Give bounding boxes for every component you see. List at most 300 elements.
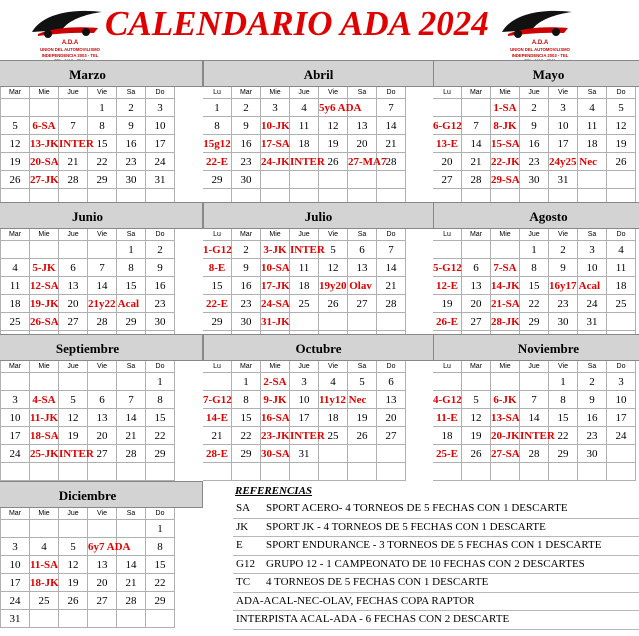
day-cell xyxy=(520,463,549,481)
day-header: Jue xyxy=(59,229,88,241)
month-name: Septiembre xyxy=(0,334,203,361)
day-cell: 28 xyxy=(377,153,406,171)
day-cell xyxy=(59,241,88,259)
day-cell: 5 xyxy=(348,373,377,391)
day-header: Sa xyxy=(578,229,607,241)
day-cell xyxy=(348,277,377,295)
event-cell: 22-E xyxy=(203,153,232,171)
event-cell: 6-G12 xyxy=(433,117,462,135)
event-cell: 29-SA xyxy=(491,171,520,189)
day-cell xyxy=(491,463,520,481)
day-cell: 4 xyxy=(290,99,319,117)
day-cell: 5 xyxy=(319,241,348,259)
reference-row xyxy=(233,556,639,575)
month-name: Julio xyxy=(203,202,434,229)
day-cell: 2 xyxy=(146,241,175,259)
day-header: Vie xyxy=(549,229,578,241)
day-cell: 18 xyxy=(578,135,607,153)
day-cell: 1 xyxy=(146,520,175,538)
day-cell xyxy=(462,99,491,117)
day-cell xyxy=(578,153,607,171)
day-header: Jue xyxy=(59,87,88,99)
day-cell: 28 xyxy=(117,592,146,610)
day-cell: 29 xyxy=(203,313,232,331)
day-cell: 3 xyxy=(578,241,607,259)
day-cell: 13 xyxy=(377,391,406,409)
day-cell: 1 xyxy=(203,99,232,117)
day-cell: 22 xyxy=(549,427,578,445)
day-header: Jue xyxy=(290,87,319,99)
day-cell: 21 xyxy=(117,427,146,445)
day-cell xyxy=(549,463,578,481)
day-header: Jue xyxy=(59,508,88,520)
day-header: Jue xyxy=(290,229,319,241)
day-cell: 3 xyxy=(146,99,175,117)
day-cell: 14 xyxy=(117,409,146,427)
logo-line2: INDEPENDENCIA 2003 - TEL xyxy=(511,53,569,58)
day-cell: 13 xyxy=(462,277,491,295)
event-cell: 8-E xyxy=(203,259,232,277)
day-cell: 12 xyxy=(462,409,491,427)
month-name: Junio xyxy=(0,202,203,229)
event-cell: 15-SA xyxy=(491,135,520,153)
day-cell: 14 xyxy=(520,409,549,427)
reference-description: INTERPISTA ACAL-ADA - 6 FECHAS CON 2 DESCARTE xyxy=(236,613,510,625)
day-cell: 6 xyxy=(59,259,88,277)
event-cell: 16-SA xyxy=(261,409,290,427)
day-cell xyxy=(117,463,146,481)
day-cell: 9 xyxy=(117,117,146,135)
event-cell: 21-SA xyxy=(491,295,520,313)
event-cell: 13-SA xyxy=(491,409,520,427)
day-cell: 6 xyxy=(377,373,406,391)
day-cell xyxy=(607,313,636,331)
event-cell: 25-E xyxy=(433,445,462,463)
day-header: Mar xyxy=(1,508,30,520)
day-header: Mie xyxy=(30,87,59,99)
day-cell: 22 xyxy=(146,427,175,445)
event-cell: 11-JK xyxy=(30,409,59,427)
day-cell: 26 xyxy=(462,445,491,463)
day-cell: 13 xyxy=(348,117,377,135)
event-cell: 26-SA xyxy=(30,313,59,331)
day-header: Jue xyxy=(520,361,549,373)
day-cell xyxy=(88,241,117,259)
day-cell xyxy=(462,373,491,391)
day-cell: 12 xyxy=(319,117,348,135)
day-cell xyxy=(319,445,348,463)
day-header: Mie xyxy=(261,229,290,241)
day-cell xyxy=(578,277,607,295)
page-title: CALENDARIO ADA 2024 xyxy=(105,4,489,43)
day-header: Lu xyxy=(203,361,232,373)
day-cell xyxy=(1,463,30,481)
day-cell: 23 xyxy=(549,295,578,313)
reference-row xyxy=(233,500,639,519)
day-cell: 16 xyxy=(146,277,175,295)
day-header: Vie xyxy=(549,87,578,99)
event-cell: 20-JK xyxy=(491,427,520,445)
day-cell: 26 xyxy=(1,171,30,189)
day-cell: 1 xyxy=(232,373,261,391)
day-cell xyxy=(261,463,290,481)
day-cell xyxy=(433,463,462,481)
day-cell: 18 xyxy=(290,135,319,153)
day-cell: 2 xyxy=(232,99,261,117)
day-cell: 18 xyxy=(607,277,636,295)
day-cell xyxy=(117,295,146,313)
event-cell: 23-JK xyxy=(261,427,290,445)
event-cell: 6-SA xyxy=(30,117,59,135)
day-cell: 26 xyxy=(607,153,636,171)
day-cell: 21 xyxy=(117,574,146,592)
day-cell: 14 xyxy=(377,259,406,277)
day-cell xyxy=(433,99,462,117)
day-cell: 31 xyxy=(1,610,30,628)
day-cell: 22 xyxy=(520,295,549,313)
day-cell: 7 xyxy=(59,117,88,135)
day-cell: 17 xyxy=(290,409,319,427)
day-cell: 27 xyxy=(59,313,88,331)
day-header: Mar xyxy=(232,87,261,99)
day-cell: 24 xyxy=(1,592,30,610)
day-cell: 21 xyxy=(377,135,406,153)
month-grid xyxy=(203,87,434,207)
day-cell: 28 xyxy=(88,313,117,331)
event-cell: 7-SA xyxy=(491,259,520,277)
day-cell: 8 xyxy=(549,391,578,409)
day-cell: 31 xyxy=(290,445,319,463)
day-cell: 20 xyxy=(377,409,406,427)
month-name: Diciembre xyxy=(0,481,203,508)
logo-left xyxy=(22,4,118,64)
day-header: Mie xyxy=(261,361,290,373)
day-header: Sa xyxy=(348,87,377,99)
references-table xyxy=(233,482,639,630)
day-cell: 15 xyxy=(203,277,232,295)
day-cell: 12 xyxy=(319,259,348,277)
day-cell: 30 xyxy=(232,313,261,331)
day-cell: 27 xyxy=(88,445,117,463)
event-cell: INTER xyxy=(290,153,319,171)
day-cell: 24 xyxy=(578,295,607,313)
day-header: Vie xyxy=(88,87,117,99)
day-cell: 7 xyxy=(462,117,491,135)
day-cell: 12 xyxy=(1,135,30,153)
day-cell xyxy=(433,241,462,259)
day-header: Mie xyxy=(30,229,59,241)
day-cell xyxy=(30,99,59,117)
event-cell: 28-JK xyxy=(491,313,520,331)
event-cell: 24-JK xyxy=(261,153,290,171)
day-header: Sa xyxy=(578,361,607,373)
reference-code: E xyxy=(236,539,243,551)
event-cell: 28-E xyxy=(203,445,232,463)
day-cell xyxy=(319,171,348,189)
day-cell: 20 xyxy=(462,295,491,313)
day-cell xyxy=(59,99,88,117)
day-cell: 14 xyxy=(117,556,146,574)
day-cell: 26 xyxy=(319,153,348,171)
day-cell: 15 xyxy=(232,409,261,427)
day-cell: 20 xyxy=(59,295,88,313)
day-cell: 30 xyxy=(232,171,261,189)
day-header: Mar xyxy=(462,229,491,241)
month-name: Mayo xyxy=(433,60,639,87)
day-cell: 19 xyxy=(348,409,377,427)
day-cell: 28 xyxy=(117,445,146,463)
day-cell xyxy=(607,463,636,481)
day-cell: 11 xyxy=(290,259,319,277)
day-header: Do xyxy=(377,87,406,99)
day-cell xyxy=(462,241,491,259)
day-cell: 31 xyxy=(549,171,578,189)
day-header: Mie xyxy=(261,87,290,99)
day-cell xyxy=(348,313,377,331)
day-cell xyxy=(59,520,88,538)
day-cell: 21 xyxy=(462,153,491,171)
reference-code: JK xyxy=(236,520,249,533)
event-cell: 27-JK xyxy=(30,171,59,189)
day-cell: 7 xyxy=(117,391,146,409)
day-cell: 9 xyxy=(549,259,578,277)
day-cell: 10 xyxy=(578,259,607,277)
day-cell: 1 xyxy=(520,241,549,259)
day-cell: 8 xyxy=(232,391,261,409)
day-header: Jue xyxy=(520,87,549,99)
reference-code: TC xyxy=(236,576,251,588)
day-cell: 6 xyxy=(348,241,377,259)
day-cell: 8 xyxy=(520,259,549,277)
day-cell: 17 xyxy=(607,409,636,427)
day-header: Vie xyxy=(88,361,117,373)
day-cell: 18 xyxy=(290,277,319,295)
day-cell: 10 xyxy=(146,117,175,135)
day-cell: 16 xyxy=(578,409,607,427)
event-cell: 24y25 Nec xyxy=(549,153,578,171)
day-cell: 6 xyxy=(462,259,491,277)
day-cell: 3 xyxy=(607,373,636,391)
day-cell xyxy=(578,463,607,481)
day-header: Mar xyxy=(1,87,30,99)
logo-line1: UNION DEL AUTOMOVILISMO xyxy=(40,47,100,52)
day-header: Do xyxy=(607,229,636,241)
day-cell: 7 xyxy=(88,259,117,277)
event-cell: 22-E xyxy=(203,295,232,313)
day-cell xyxy=(377,171,406,189)
day-cell xyxy=(462,463,491,481)
day-cell: 18 xyxy=(319,409,348,427)
month-grid xyxy=(0,87,203,207)
day-cell: 4 xyxy=(1,259,30,277)
day-header: Mie xyxy=(491,87,520,99)
day-header: Mie xyxy=(491,361,520,373)
day-header: Sa xyxy=(578,87,607,99)
day-cell: 3 xyxy=(549,99,578,117)
month-agosto xyxy=(433,202,639,349)
day-cell xyxy=(146,610,175,628)
logo-right xyxy=(492,4,588,64)
day-cell: 30 xyxy=(520,171,549,189)
event-cell: 4-G12 xyxy=(433,391,462,409)
day-cell: 12 xyxy=(59,409,88,427)
day-header: Jue xyxy=(520,229,549,241)
day-cell xyxy=(203,373,232,391)
reference-description: SPORT ENDURANCE - 3 TORNEOS DE 5 FECHAS CON 1 DESCARTE xyxy=(266,539,602,551)
day-cell: 6 xyxy=(88,391,117,409)
day-cell: 20 xyxy=(348,135,377,153)
day-header: Do xyxy=(377,361,406,373)
day-header: Do xyxy=(146,87,175,99)
day-cell: 25 xyxy=(30,592,59,610)
event-cell: INTER xyxy=(59,135,88,153)
day-cell: 1 xyxy=(117,241,146,259)
reference-description: SPORT JK - 4 TORNEOS DE 5 FECHAS CON 1 DESCARTE xyxy=(266,520,546,533)
day-cell xyxy=(290,313,319,331)
day-cell: 15 xyxy=(146,409,175,427)
event-cell: 10-JK xyxy=(261,117,290,135)
day-header: Mie xyxy=(30,361,59,373)
reference-row xyxy=(233,611,639,630)
day-header: Do xyxy=(377,229,406,241)
day-cell: 16 xyxy=(232,135,261,153)
day-cell xyxy=(30,241,59,259)
day-cell: 9 xyxy=(146,259,175,277)
day-cell: 18 xyxy=(433,427,462,445)
day-cell xyxy=(491,373,520,391)
month-grid xyxy=(433,87,639,207)
event-cell: INTER xyxy=(290,427,319,445)
event-cell: INTER xyxy=(290,241,319,259)
month-name: Agosto xyxy=(433,202,639,229)
month-abril xyxy=(203,60,434,207)
day-cell: 23 xyxy=(232,295,261,313)
day-cell: 5 xyxy=(1,117,30,135)
day-cell: 29 xyxy=(146,445,175,463)
event-cell: 21y22 Acal xyxy=(88,295,117,313)
reference-description: ADA-ACAL-NEC-OLAV, FECHAS COPA RAPTOR xyxy=(236,594,475,607)
reference-code: SA xyxy=(236,502,251,514)
month-grid xyxy=(0,229,203,349)
day-cell: 29 xyxy=(88,171,117,189)
day-cell xyxy=(232,463,261,481)
day-cell xyxy=(290,463,319,481)
event-cell: 24-SA xyxy=(261,295,290,313)
reference-description: SPORT ACERO- 4 TORNEOS DE 5 FECHAS CON 1 DESCARTE xyxy=(266,502,568,514)
day-cell: 3 xyxy=(1,391,30,409)
day-cell: 21 xyxy=(203,427,232,445)
day-cell: 28 xyxy=(59,171,88,189)
month-septiembre xyxy=(0,334,203,481)
day-cell: 31 xyxy=(146,171,175,189)
day-cell: 4 xyxy=(578,99,607,117)
month-grid xyxy=(0,361,203,481)
event-cell: 13-JK xyxy=(30,135,59,153)
day-cell: 5 xyxy=(59,538,88,556)
day-cell xyxy=(117,610,146,628)
day-cell: 14 xyxy=(462,135,491,153)
day-cell xyxy=(30,520,59,538)
month-name: Octubre xyxy=(203,334,434,361)
reference-row xyxy=(233,519,639,538)
day-header: Jue xyxy=(290,361,319,373)
day-cell: 16 xyxy=(520,135,549,153)
event-cell: 15g12 xyxy=(203,135,232,153)
event-cell: 2-SA xyxy=(261,373,290,391)
day-cell: 4 xyxy=(30,538,59,556)
day-header: Jue xyxy=(59,361,88,373)
event-cell: 18-SA xyxy=(30,427,59,445)
day-cell: 21 xyxy=(377,277,406,295)
day-cell: 3 xyxy=(1,538,30,556)
day-cell: 8 xyxy=(146,391,175,409)
day-cell: 4 xyxy=(319,373,348,391)
month-mayo xyxy=(433,60,639,207)
day-cell xyxy=(607,171,636,189)
day-cell: 28 xyxy=(377,295,406,313)
event-cell: 18-JK xyxy=(30,574,59,592)
day-cell: 15 xyxy=(549,409,578,427)
day-cell xyxy=(59,463,88,481)
day-cell: 28 xyxy=(520,445,549,463)
month-marzo xyxy=(0,60,203,207)
day-cell: 29 xyxy=(117,313,146,331)
day-cell: 31 xyxy=(578,313,607,331)
day-cell xyxy=(1,99,30,117)
day-cell xyxy=(377,463,406,481)
day-cell: 3 xyxy=(290,373,319,391)
day-header: Do xyxy=(607,361,636,373)
day-cell: 24 xyxy=(146,153,175,171)
day-header: Vie xyxy=(549,361,578,373)
day-cell: 25 xyxy=(319,427,348,445)
day-cell xyxy=(348,445,377,463)
day-cell: 12 xyxy=(59,556,88,574)
event-cell: 7-G12 xyxy=(203,391,232,409)
day-cell: 17 xyxy=(1,574,30,592)
day-header: Vie xyxy=(88,229,117,241)
day-cell: 8 xyxy=(88,117,117,135)
day-cell: 15 xyxy=(146,556,175,574)
day-cell: 10 xyxy=(290,391,319,409)
day-cell xyxy=(377,445,406,463)
day-header: Sa xyxy=(117,508,146,520)
day-cell: 4 xyxy=(607,241,636,259)
day-header: Mar xyxy=(1,229,30,241)
month-grid xyxy=(203,229,434,349)
day-cell: 18 xyxy=(1,295,30,313)
month-octubre xyxy=(203,334,434,481)
day-cell: 5 xyxy=(607,99,636,117)
event-cell: 12-SA xyxy=(30,277,59,295)
day-header: Lu xyxy=(203,229,232,241)
day-cell xyxy=(88,520,117,538)
day-cell: 9 xyxy=(232,259,261,277)
day-header: Do xyxy=(146,229,175,241)
day-cell: 11 xyxy=(578,117,607,135)
month-grid xyxy=(203,361,434,481)
day-cell: 10 xyxy=(1,409,30,427)
day-cell xyxy=(146,463,175,481)
day-header: Sa xyxy=(117,229,146,241)
event-cell: 10-SA xyxy=(261,259,290,277)
day-cell: 29 xyxy=(520,313,549,331)
month-julio xyxy=(203,202,434,349)
day-cell: 27 xyxy=(88,592,117,610)
reference-row xyxy=(233,593,639,612)
day-cell: 25 xyxy=(607,295,636,313)
day-cell: 23 xyxy=(520,153,549,171)
